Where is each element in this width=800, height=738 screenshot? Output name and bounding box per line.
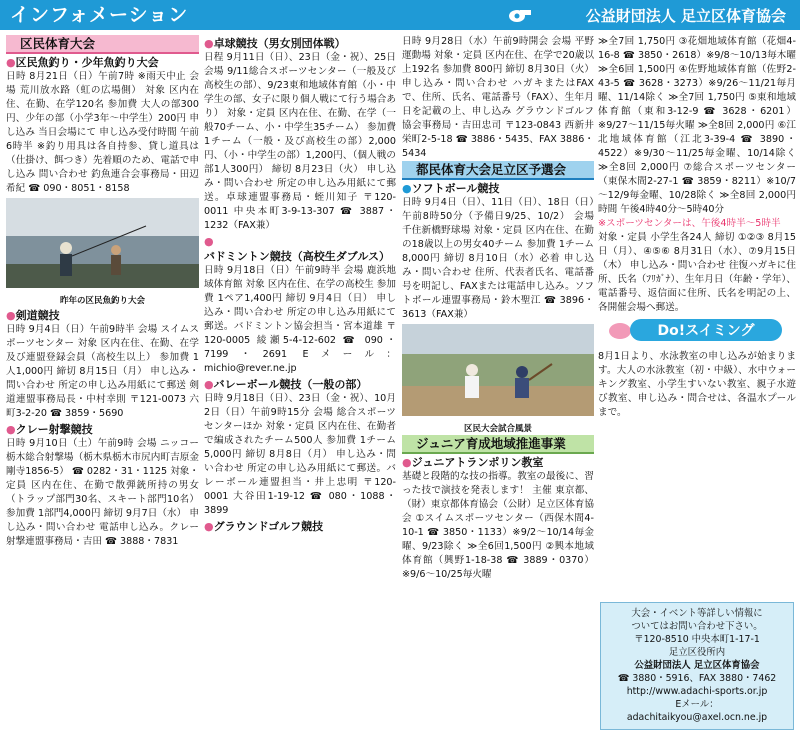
- event-title-fishing: ●区民魚釣り・少年魚釣り大会: [6, 56, 159, 69]
- info-address: 〒120-8510 中央本町1-17-1: [634, 634, 760, 645]
- info-office: 足立区役所内: [668, 647, 726, 658]
- info-email-link[interactable]: Eメール：adachitaikyou@axel.ocn.ne.jp: [626, 699, 768, 723]
- page-title: インフォメーション: [10, 4, 189, 26]
- softball-photo-caption: 区民大会試合風景: [463, 424, 532, 434]
- event-body-fishing: 日時 8月21日（日）午前7時 ※雨天中止 会場 荒川放水路（虹の広場側） 対象 区内在住、在勤、在学120名 参加費 大人の部300円、少年の部（小学3年～中学生）200円 申し込み 当日会場にて 申し込み受付時間 午前6時半 ※釣り用具は各自持参、貸し道具は（仕掛け、餌つき）先着順のため、電話で申し込み 問い合わせ 釣魚連合会事務局・田辺希紀 ☎ 090・8051・8158: [6, 71, 199, 194]
- event-body-volleyball: 日時 9月18日（日）、23日（金・祝）、10月2日（日）午前9時15分 会場 総合スポーツセンターほか 対象・定員 区内在住、在勤者で編成されたチーム500人 参加費 1チーム5,000円 締切 8月8日（月） 申し込み・問い合わせ 所定の申し込み用紙にて郵送。バレーボール連盟担当・井上忠明 〒120-0001 大谷田1-19-12 ☎ 080・1088・3899: [204, 393, 396, 516]
- event-body-softball: 日時 9月4日（日）、11日（日）、18日（日）午前8時50分（予備日9/25、10/2） 会場 千住新橋野球場 対象・定員 区内在住、在勤の18歳以上の男女40チーム 参加費 1チーム8,000円 締切 8月10日（水）必着 申し込み・問い合わせ 住所、代表者氏名、電話番号を明記し、FAXまたは電話申し込み。ソフトボール連盟事務局・鈴木聖江 ☎ 3896・3613（FAX兼）: [402, 197, 594, 320]
- column-3: [402, 35, 594, 734]
- info-website-link[interactable]: http://www.adachi-sports.or.jp: [626, 686, 768, 697]
- column-4: [598, 35, 796, 598]
- event-title-kendo: ●剣道競技: [6, 309, 60, 322]
- whistle-icon: [506, 5, 532, 25]
- event-title-clay: ●クレー射撃競技: [6, 423, 93, 436]
- info-phone: ☎ 3880・5916、FAX 3880・7462: [617, 673, 777, 684]
- event-body-trampoline-continued: ≫全7回 1,750円 ③花畑地域体育館（花畑4-16-8 ☎ 3850・2618）※9/8～10/13毎木曜 ≫全6回 1,500円 ④佐野地域体育館（佐野2-43-5 ☎ 3628・3273）※9/26～11/21毎月曜、11/14除く ≫全7回 1,750円 ⑤東和地域体育館（東和3-12-9 ☎ 3628・6201）※9/27～11/15毎火曜 ≫全8回 2,000円 ⑥江北地域体育館（江北3-39-4 ☎ 3890・4522）※9/30～11/25毎金曜、10/14除く ≫全8回 2,000円 ⑦総合スポーツセンター（東保木間2-27-1 ☎ 3859・8211）※10/7～12/9毎金曜、10/28除く ≫全8回 2,000円 時間 午後4時40分～5時40分: [598, 36, 796, 215]
- info-line-1: 大会・イベント等詳しい情報に: [631, 608, 763, 619]
- event-title-trampoline: ●ジュニアトランポリン教室: [402, 456, 544, 469]
- fishing-photo: [6, 198, 199, 293]
- event-body-tabletennis: 日程 9月11日（日）、23日（金・祝）、25日 会場 9/11総合スポーツセンター（一般及び高校生の部）、9/23東和地域体育館（小・中学生の部、女子に限り個人戦にて行う場合あり） 対象・定員 区内在住、在勤、在学（一般70チーム、小・中学生35チーム） 参加費 1チーム（一般・及び高校生の部）2,000円、（小・中学生の部）1,200円、（個人戦の部1人300円） 締切 8月23日（火） 申し込み・問い合わせ 所定の申し込み用紙にて郵送。卓球連盟事務局・蛭川知子 〒120-0011 中央本町3-9-13-307 ☎ 3887・1232（FAX兼）: [204, 52, 396, 231]
- event-title-softball: ●ソフトボール競技: [402, 182, 500, 195]
- info-line-2: ついてはお問い合わせ下さい。: [631, 621, 763, 632]
- event-body-badminton: 日時 9月18日（日）午前9時半 会場 鹿浜地域体育館 対象 区内在住、在学の高校生 参加費 1ペア1,400円 締切 9月4日（日） 申し込み・問い合わせ 所定の申し込み用紙にて郵送。バドミントン協会担当・宮本道雄 〒120-0005 綾瀬5-4-12-602 ☎ 090・7199・2691 Eメール：michio@rever.ne.jp: [204, 265, 396, 374]
- column-2: [204, 35, 396, 734]
- softball-photo: [402, 324, 594, 421]
- contact-info-box: [600, 602, 794, 730]
- event-body-trampoline: 基礎と段階的な技の指導。教室の最後に、習った技で演技を発表します！ 主催 東京都、（財）東京都体育協会（公財）足立区体育協会 ①スイムスポーツセンター（西保木間4-10-1 ☎ 3850・1133）※9/2～10/14毎金曜、9/23除く ≫全6回1,500円 ②興本地域体育館（興野1-18-38 ☎ 3889・0370）※9/6～10/25毎火曜: [402, 471, 594, 580]
- event-title-tabletennis: ●卓球競技（男女別団体戦）: [204, 37, 346, 50]
- event-title-badminton: ●バドミントン競技（高校生ダブルス）: [204, 235, 391, 263]
- event-body-clay: 日時 9月10日（土）午前9時 会場 ニッコー栃木総合射撃場（栃木県栃木市尻内町吉原金剛寺1856-5） ☎ 0282・31・1125 対象・定員 区内在住、在勤で散弾銃所持の男女（トラップ部門30名、スキート部門10名） 参加費 1部門4,000円 締切 9月7日（水） 申し込み・問い合わせ 電話申し込み。クレー射撃連盟事務局・吉田 ☎ 3888・7831: [6, 438, 199, 547]
- organization-name: 公益財団法人 足立区体育協会: [585, 7, 786, 25]
- fishing-photo-caption: 昨年の区民魚釣り大会: [59, 296, 145, 306]
- event-body-trampoline-application: 対象・定員 小学生各24人 締切 ①②③ 8月15日（月）、④⑤⑥ 8月31日（水）、⑦9月15日（木） 申し込み・問い合わせ 往復ハガキに住所、氏名（ﾌﾘｶﾞﾅ）、生年月日（年齢・学年）、電話番号、返信面に住所、氏名を明記の上、各開催会場へ郵送。: [598, 232, 796, 313]
- event-title-volleyball: ●バレーボール競技（一般の部）: [204, 378, 368, 391]
- section-heading-junior: ジュニア育成地域推進事業: [402, 435, 594, 454]
- section-heading-kumin: 区民体育大会: [6, 35, 199, 54]
- event-body-kendo: 日時 9月4日（日）午前9時半 会場 スイムスポーツセンター 対象 区内在住、在勤、在学及び連盟登録会員（高校生以上） 参加費 1人1,000円 締切 8月15日（月） 申し込み・問い合わせ 所定の申し込み用紙にて郵送 剣道連盟事務局長・中村幸則 〒121-0073 六町3-2-20 ☎ 3859・5690: [6, 324, 199, 419]
- event-body-groundgolf: 日時 9月28日（水）午前9時開会 会場 平野運動場 対象・定員 区内在住、在学で20歳以上192名 参加費 800円 締切 8月30日（火） 申し込み・問い合わせ ハガキまたはFAXで、住所、氏名、電話番号（FAX）、生年月日を記載の上、申し込み グラウンドゴルフ協会事務局・吉田忠司 〒123-0843 西新井栄町2-5-18 ☎ 3886・5435、FAX 3886・5434: [402, 36, 594, 159]
- event-body-swim: 8月1日より、水泳教室の申し込みが始まります。大人の水泳教室（初・中級）、水中ウォーキング教室、小学生すいない教室、親子水遊び教室、申し込み・問合せは、各温水プールまで。: [598, 351, 796, 418]
- page-header: [0, 0, 800, 30]
- info-organization: 公益財団法人 足立区体育協会: [634, 660, 760, 671]
- do-swimming-badge: [606, 317, 796, 348]
- column-1: [6, 35, 199, 734]
- section-heading-tomin: 都民体育大会足立区予選会: [402, 161, 594, 180]
- event-title-groundgolf: ●グラウンドゴルフ競技: [204, 520, 324, 533]
- do-swimming-label: Do!スイミング: [657, 323, 755, 339]
- sports-center-time-note: ※スポーツセンターは、午後4時半～5時半: [598, 218, 781, 229]
